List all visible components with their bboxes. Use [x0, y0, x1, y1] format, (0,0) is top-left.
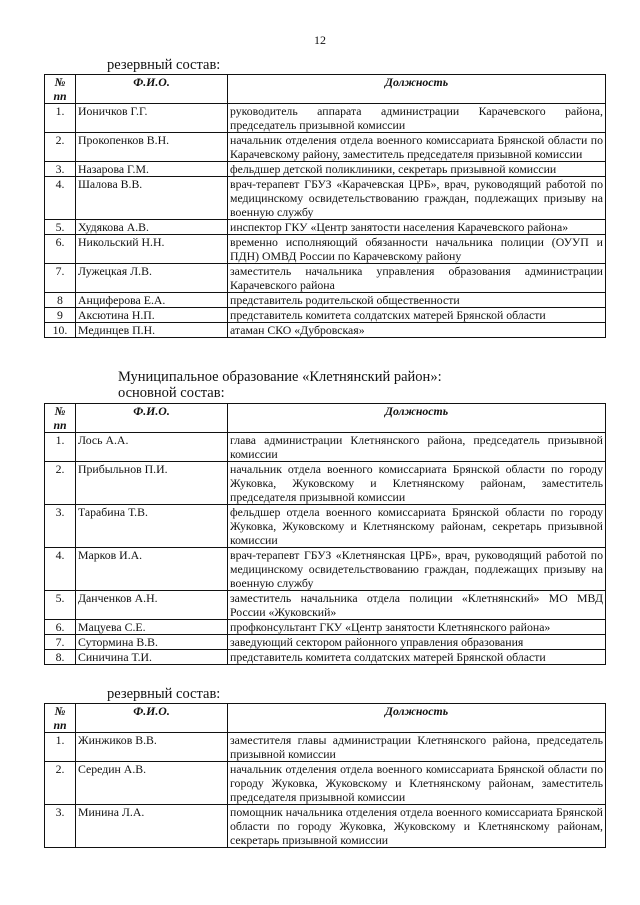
table-row — [45, 591, 606, 620]
column-header-position: Должность — [228, 404, 606, 433]
row-name: Лось А.А. — [76, 433, 228, 462]
row-name: Шалова В.В. — [76, 177, 228, 220]
row-name: Худякова А.В. — [76, 220, 228, 235]
row-name: Жинжиков В.В. — [76, 733, 228, 762]
row-position: атаман СКО «Дубровская» — [228, 323, 606, 338]
row-number: 4. — [45, 548, 76, 591]
table-row — [45, 548, 606, 591]
row-position: фельдшер детской поликлиники, секретарь призывной комиссии — [228, 162, 606, 177]
row-position: заведующий сектором районного управления образования — [228, 635, 606, 650]
table-row — [45, 650, 606, 665]
row-number: 5. — [45, 591, 76, 620]
row-number: 4. — [45, 177, 76, 220]
row-position: профконсультант ГКУ «Центр занятости Клетнянского района» — [228, 620, 606, 635]
table-row — [45, 323, 606, 338]
row-name: Тарабина Т.В. — [76, 505, 228, 548]
row-number: 6. — [45, 235, 76, 264]
row-position: начальник отделения отдела военного комиссариата Брянской области по Карачевскому району, заместитель председателя призывной комиссии — [228, 133, 606, 162]
row-name: Марков И.А. — [76, 548, 228, 591]
row-number: 9 — [45, 308, 76, 323]
column-header-name: Ф.И.О. — [76, 704, 228, 733]
row-name: Аксютина Н.П. — [76, 308, 228, 323]
row-number: 3. — [45, 505, 76, 548]
section-heading-reserve-kletnya: резервный состав: — [107, 686, 221, 702]
row-name: Прокопенков В.Н. — [76, 133, 228, 162]
row-position: представитель комитета солдатских матерей Брянской области — [228, 650, 606, 665]
table-row — [45, 308, 606, 323]
page-number: 12 — [314, 33, 326, 47]
row-name: Лужецкая Л.В. — [76, 264, 228, 293]
table-row — [45, 505, 606, 548]
row-number: 6. — [45, 620, 76, 635]
table-row — [45, 104, 606, 133]
row-name: Середин А.В. — [76, 762, 228, 805]
row-number: 10. — [45, 323, 76, 338]
table-reserve-kletnya — [44, 703, 606, 848]
row-number: 1. — [45, 733, 76, 762]
row-position: врач-терапевт ГБУЗ «Карачевская ЦРБ», врач, руководящий работой по медицинскому освидетельствованию граждан, подлежащих призыву на военную службу — [228, 177, 606, 220]
row-position: заместителя главы администрации Клетнянского района, председатель призывной комиссии — [228, 733, 606, 762]
row-name: Никольский Н.Н. — [76, 235, 228, 264]
table-row — [45, 133, 606, 162]
row-number: 1. — [45, 433, 76, 462]
row-number: 8 — [45, 293, 76, 308]
row-position: руководитель аппарата администрации Карачевского района, председатель призывной комиссии — [228, 104, 606, 133]
table-row — [45, 462, 606, 505]
row-name: Мединцев П.Н. — [76, 323, 228, 338]
row-name: Данченков А.Н. — [76, 591, 228, 620]
row-position: фельдшер отдела военного комиссариата Брянской области по городу Жуковка, Жуковскому и Клетнянскому районам, секретарь призывной комиссии — [228, 505, 606, 548]
table-row — [45, 733, 606, 762]
column-header-position: Должность — [228, 75, 606, 104]
row-number: 5. — [45, 220, 76, 235]
row-number: 7. — [45, 635, 76, 650]
row-number: 2. — [45, 762, 76, 805]
table-row — [45, 220, 606, 235]
row-position: врач-терапевт ГБУЗ «Клетнянская ЦРБ», врач, руководящий работой по медицинскому освидетельствованию граждан, подлежащих призыву на военную службу — [228, 548, 606, 591]
row-position: начальник отдела военного комиссариата Брянской области по городу Жуковка, Жуковскому и Клетнянскому районам, заместитель председателя призывной комиссии — [228, 462, 606, 505]
row-number: 3. — [45, 162, 76, 177]
table-row — [45, 177, 606, 220]
row-name: Анциферова Е.А. — [76, 293, 228, 308]
row-number: 7. — [45, 264, 76, 293]
table-row — [45, 433, 606, 462]
table-main-kletnya — [44, 403, 606, 665]
column-header-num: № пп — [45, 75, 76, 104]
table-row — [45, 293, 606, 308]
row-name: Минина Л.А. — [76, 805, 228, 848]
row-position: глава администрации Клетнянского района, председатель призывной комиссии — [228, 433, 606, 462]
section-heading-main-kletnya: основной состав: — [118, 385, 225, 401]
table-reserve-karachev — [44, 74, 606, 338]
row-position: представитель родительской общественности — [228, 293, 606, 308]
row-name: Мацуева С.Е. — [76, 620, 228, 635]
column-header-name: Ф.И.О. — [76, 404, 228, 433]
column-header-num: № пп — [45, 704, 76, 733]
row-name: Синичина Т.И. — [76, 650, 228, 665]
row-position: представитель комитета солдатских матерей Брянской области — [228, 308, 606, 323]
column-header-position: Должность — [228, 704, 606, 733]
table-row — [45, 264, 606, 293]
row-number: 8. — [45, 650, 76, 665]
column-header-num: № пп — [45, 404, 76, 433]
row-name: Прибыльнов П.И. — [76, 462, 228, 505]
table-row — [45, 235, 606, 264]
row-number: 2. — [45, 133, 76, 162]
table-row — [45, 762, 606, 805]
row-name: Сутормина В.В. — [76, 635, 228, 650]
row-number: 2. — [45, 462, 76, 505]
row-position: временно исполняющий обязанности начальника полиции (ОУУП и ПДН) ОМВД России по Карачевскому району — [228, 235, 606, 264]
row-number: 3. — [45, 805, 76, 848]
row-position: заместитель начальника управления образования администрации Карачевского района — [228, 264, 606, 293]
table-row — [45, 162, 606, 177]
municipality-title: Муниципальное образование «Клетнянский район»: — [118, 369, 442, 385]
row-number: 1. — [45, 104, 76, 133]
table-row — [45, 620, 606, 635]
row-name: Ионичков Г.Г. — [76, 104, 228, 133]
row-position: инспектор ГКУ «Центр занятости населения Карачевского района» — [228, 220, 606, 235]
row-position: помощник начальника отделения отдела военного комиссариата Брянской области по городу Жуковка, Жуковскому и Клетнянскому районам, секретарь призывной комиссии — [228, 805, 606, 848]
row-position: заместитель начальника отдела полиции «Клетнянский» МО МВД России «Жуковский» — [228, 591, 606, 620]
row-name: Назарова Г.М. — [76, 162, 228, 177]
section-heading-reserve-karachev: резервный состав: — [107, 57, 221, 73]
table-row — [45, 635, 606, 650]
column-header-name: Ф.И.О. — [76, 75, 228, 104]
table-row — [45, 805, 606, 848]
row-position: начальник отделения отдела военного комиссариата Брянской области по городу Жуковка, Жуковскому и Клетнянскому районам, заместитель председателя призывной комиссии — [228, 762, 606, 805]
